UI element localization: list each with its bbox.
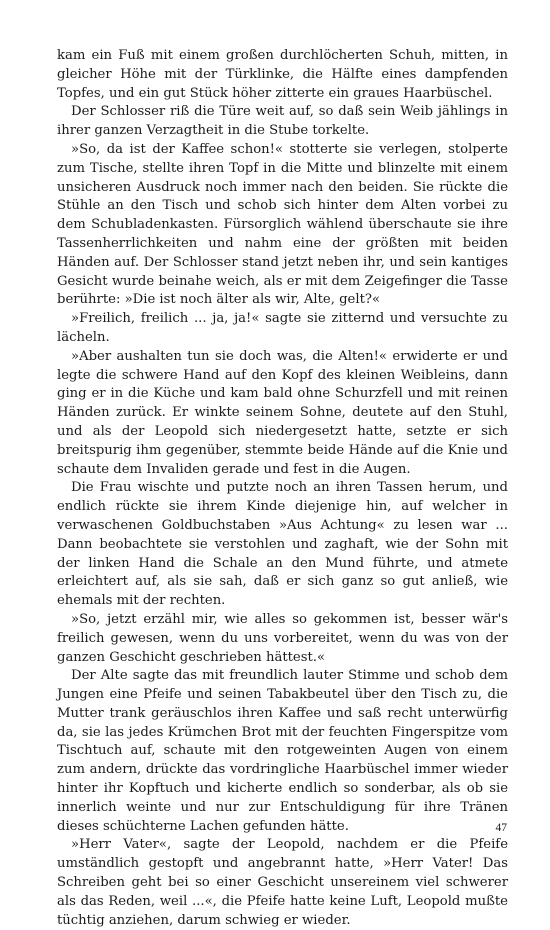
page-number: 47 [495, 822, 507, 834]
paragraph-6: Die Frau wischte und putzte noch an ihren Tassen herum, und endlich rückte sie ihrem Kinde diejenige hin, auf welcher in verwaschenen Goldbuchstaben »Aus Achtung« zu lesen war ... Dann beobachtete sie verstohlen und zaghaft, wie der Sohn mit der linken Hand die Schale an den Mund führte, und atmete erleichtert auf, als sie sah, daß er sich ganz so gut anließ, wie ehemals mit der rechten. [57, 480, 508, 609]
paragraph-3: »So, da ist der Kaffee schon!« stotterte sie verlegen, stolperte zum Tische, stellte ihren Topf in die Mitte und blinzelte mit einem unsicheren Ausdruck noch immer nach den beiden. Sie rückte die Stühle an den Tisch und schob sich hinter dem Alten vorbei zu dem Schubladenkasten. Fürsorglich wählend überschaute sie ihre Tassenherrlichkeiten und nahm eine der größten mit beiden Händen auf. Der Schlosser stand jetzt neben ihr, und sein kantiges Gesicht wurde beinahe weich, als er mit dem Zeigefinger die Tasse berührte: »Die ist noch älter als wir, Alte, gelt?« [57, 141, 508, 308]
paragraph-5: »Aber aushalten tun sie doch was, die Alten!« erwiderte er und legte die schwere Hand auf den Kopf des kleinen Weibleins, dann ging er in die Küche und kam bald ohne Schurzfell und mit reinen Händen zurück. Er winkte seinem Sohne, deutete auf den Stuhl, und als der Leopold sich niedergesetzt hatte, setzte er sich breitspurig ihm gegenüber, stemmte beide Hände auf die Knie und schaute dem Invaliden gerade und fest in die Augen. [57, 348, 508, 477]
page-body [57, 47, 508, 930]
paragraph-8: Der Alte sagte das mit freundlich lauter Stimme und schob dem Jungen eine Pfeife und seinen Tabakbeutel über den Tisch zu, die Mutter trank geräuschlos ihren Kaffee und saß recht unterwürfig da, sie las jedes Krümchen Brot mit der feuchten Fingerspitze vom Tischtuch auf, schaute mit den rotgeweinten Augen von einem zum andern, drückte das vordringliche Haarbüschel immer wieder hinter ihr Kopftuch und kicherte endlich so sonderbar, als ob sie innerlich weinte und nur zur Entschuldigung für ihre Tränen dieses schüchterne Lachen gefunden hätte. [57, 668, 508, 834]
paragraph-1: kam ein Fuß mit einem großen durchlöcherten Schuh, mitten, in gleicher Höhe mit der Türklinke, die Hälfte eines dampfenden Topfes, und ein gut Stück höher zitterte ein graues Haarbüschel. [57, 48, 508, 101]
paragraph-4: »Freilich, freilich ... ja, ja!« sagte sie zitternd und versuchte zu lächeln. [57, 311, 508, 345]
paragraph-9: »Herr Vater«, sagte der Leopold, nachdem er die Pfeife umständlich gestopft und angebrannt hatte, »Herr Vater! Das Schreiben geht bei so einer Geschicht unsereinem viel schwerer als das Reden, weil ...«, die Pfeife hatte keine Luft, Leopold mußte tüchtig anziehen, darum schwieg er wieder. [57, 837, 508, 928]
paragraph-7: »So, jetzt erzähl mir, wie alles so gekommen ist, besser wär's freilich gewesen, wenn du uns vorbereitet, wenn du was von der ganzen Geschicht geschrieben hättest.« [57, 611, 508, 665]
paragraph-2: Der Schlosser riß die Türe weit auf, so daß sein Weib jählings in ihrer ganzen Verzagtheit in die Stube torkelte. [57, 104, 508, 139]
